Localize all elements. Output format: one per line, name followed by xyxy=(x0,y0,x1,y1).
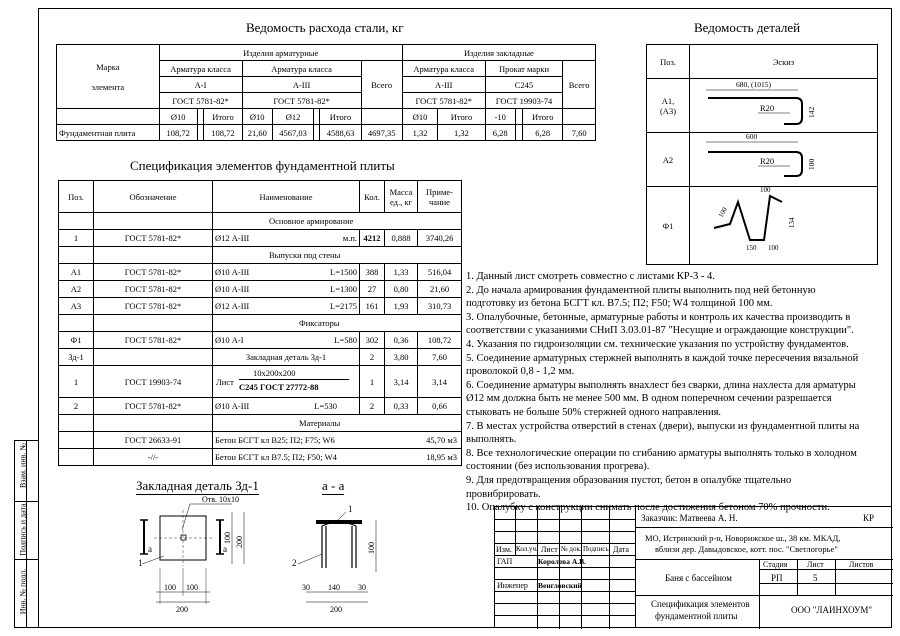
class-a1: А-I xyxy=(159,77,242,93)
cell-mass: 0,33 xyxy=(385,398,418,415)
h-pos: Поз. xyxy=(59,181,94,213)
dia: Ø10 xyxy=(402,109,438,125)
cell-value: 108,72 xyxy=(204,125,242,141)
aa-title: а - а xyxy=(322,478,345,493)
blank-cell xyxy=(94,315,213,332)
cell-des: ГОСТ 5781-82* xyxy=(94,332,213,349)
h-pos: Поз. xyxy=(647,45,690,79)
blank-cell xyxy=(94,415,213,432)
dim-200v: 200 xyxy=(235,536,244,548)
table-row xyxy=(59,349,462,366)
cell-name: Бетон БСГТ кл В7.5; П2; F50; W4 18,95 м3 xyxy=(213,449,462,466)
stamp-sheet-name2: фундаментной плиты xyxy=(655,611,738,621)
side-label-sign: Подпись и дата xyxy=(18,503,28,556)
note-line: соответствии с указаниями СНиП 3.03.01-87 "Несущие и ограждающие конструкции". xyxy=(466,325,854,337)
a1-length: 680, (1015) xyxy=(736,80,771,89)
cell-des: ГОСТ 5781-82* xyxy=(94,230,213,247)
itogo: Итого xyxy=(523,109,563,125)
stamp-eng: Инженер xyxy=(497,581,528,590)
blank-cell xyxy=(57,109,160,125)
gost: ГОСТ 5781-82* xyxy=(159,93,242,109)
cell-note: 3740,26 xyxy=(418,230,462,247)
cell-value: 4588,63 xyxy=(320,125,361,141)
table-row xyxy=(59,281,462,298)
pos-a1: А1, (А3) xyxy=(647,79,690,133)
note-line: 5. Соединение арматурных стержней выполнять в каждой точке пересечения вязальной xyxy=(466,352,859,364)
cell-qty: 161 xyxy=(360,298,385,315)
callout-1b: 1 xyxy=(348,504,353,514)
dim-100a: 100 xyxy=(164,583,176,592)
a2-length: 600 xyxy=(746,132,758,141)
table-row xyxy=(59,398,462,415)
cell-qty: 388 xyxy=(360,264,385,281)
section-mark-a: а xyxy=(148,544,152,554)
callout-2: 2 xyxy=(292,558,297,568)
cell-value: 1,32 xyxy=(402,125,438,141)
cell-name: Бетон БСГТ кл В25; П2; F75; W6 45,70 м3 xyxy=(213,432,462,449)
side-strip xyxy=(14,440,38,628)
rolled-class: Прокат марки xyxy=(485,61,563,77)
note-line: провибрировать. xyxy=(466,488,541,500)
dim-100c: 100 xyxy=(367,542,376,554)
stamp-h-doc: № док. xyxy=(561,545,582,553)
section-materials: Материалы xyxy=(213,415,462,432)
h-note: Приме-чание xyxy=(418,181,462,213)
side-label-replace: Взам. инв. № xyxy=(18,442,28,489)
stamp-stage: РП xyxy=(771,573,783,583)
blank-cell xyxy=(59,449,94,466)
cell-name: Ø10 А-III L=1500 xyxy=(213,264,360,281)
table-row xyxy=(57,125,596,141)
itogo: Итого xyxy=(204,109,242,125)
dim-100v: 100 xyxy=(223,532,232,544)
stamp-h-izm: Изм. xyxy=(496,545,512,554)
cell-qty: 1 xyxy=(360,366,385,398)
stamp-object: Баня с бассейном xyxy=(665,573,732,583)
f1-c: 100 xyxy=(768,244,779,252)
cell-name: Ø12 А-III L=2175 xyxy=(213,298,360,315)
note-line: 3. Опалубочные, бетонные, арматурные работы и контроль их качества производить в xyxy=(466,311,851,323)
note-line: состоянии (без использования прогрева). xyxy=(466,461,650,473)
cell-mass: 1,93 xyxy=(385,298,418,315)
stamp-sheet-name1: Спецификация элементов xyxy=(651,599,750,609)
dia: Ø10 xyxy=(159,109,197,125)
cell-name: Ø10 А-I L=580 xyxy=(213,332,360,349)
cell-name: Закладная деталь Зд-1 xyxy=(213,349,360,366)
cell-name: Лист 10x200x200 С245 ГОСТ 27772-88 xyxy=(213,366,360,398)
h-name: Наименование xyxy=(213,181,360,213)
blank-cell xyxy=(515,125,523,141)
cell-name: Ø12 А-III м.п. xyxy=(213,230,360,247)
stamp-customer: Заказчик: Матвеева А. Н. xyxy=(641,513,738,523)
row-name: Фундаментная плита xyxy=(57,125,160,141)
note-line: стыковать не больше 50% стержней одного направления. xyxy=(466,406,722,418)
steel-table xyxy=(56,44,596,141)
hole-label: Отв. 10x10 xyxy=(202,495,240,504)
cell-des: ГОСТ 5781-82* xyxy=(94,398,213,415)
cell-value: 7,60 xyxy=(563,125,596,141)
arm-class: Арматура класса xyxy=(159,61,242,77)
h-designation: Обозначение xyxy=(94,181,213,213)
table-row xyxy=(59,432,462,449)
cell-des: ГОСТ 26633-91 xyxy=(94,432,213,449)
table-row xyxy=(59,332,462,349)
dim-100b: 100 xyxy=(186,583,198,592)
h-qty: Кол. xyxy=(360,181,385,213)
note-line: 6. Соединение арматуры выполнять внахлест без сварки, длина нахлеста для арматуры xyxy=(466,379,856,391)
cell-value: 6,28 xyxy=(485,125,515,141)
dia: Ø12 xyxy=(272,109,313,125)
cell-qty: 302 xyxy=(360,332,385,349)
stamp-h-list: Лист xyxy=(541,545,558,554)
cell-value: 6,28 xyxy=(523,125,563,141)
cell-qty: 27 xyxy=(360,281,385,298)
cell-des: ГОСТ 5781-82* xyxy=(94,298,213,315)
details-title: Ведомость деталей xyxy=(694,20,801,35)
stamp-gap-name: Королева А.В. xyxy=(538,557,587,566)
gost: ГОСТ 5781-82* xyxy=(402,93,485,109)
note-line: 2. До начала армирования фундаментной плиты выполнить под ней бетонную xyxy=(466,284,816,296)
cell-mass: 0,888 xyxy=(385,230,418,247)
total-header: Всего xyxy=(361,61,402,109)
cell-pos: А3 xyxy=(59,298,94,315)
h-mass: Масса ед., кг xyxy=(385,181,418,213)
cell-value: 108,72 xyxy=(159,125,197,141)
dia: Ø10 xyxy=(242,109,272,125)
table-row xyxy=(59,449,462,466)
section-fixators: Фиксаторы xyxy=(213,315,462,332)
note-line: Ø12 мм должна быть не менее 500 мм. В одном поперечном сечении разрешается xyxy=(466,393,832,405)
cell-value: 1,32 xyxy=(438,125,485,141)
h-sketch: Эскиз xyxy=(690,45,878,79)
blank-cell xyxy=(563,109,596,125)
table-row xyxy=(59,366,462,398)
cell-note: 516,04 xyxy=(418,264,462,281)
note-line: подготовку из бетона БСГТ кл. В7.5; П2; F50; W4 толщиной 100 мм. xyxy=(466,298,773,310)
note-line: 7. В местах устройства отверстий в стенах (двери), выпуски из фундаментной плиты на xyxy=(466,420,860,432)
cell-qty: 4212 xyxy=(360,230,385,247)
note-line: выполнять. xyxy=(466,434,517,446)
cell-mass: 1,33 xyxy=(385,264,418,281)
pos-a2: А2 xyxy=(647,133,690,187)
blank-cell xyxy=(361,109,402,125)
cell-note: 21,60 xyxy=(418,281,462,298)
f1-b: 150 xyxy=(746,244,757,252)
stamp-list: 5 xyxy=(813,573,818,583)
stamp-code: КР xyxy=(863,513,875,523)
note-line: 10. Опалубку с конструкции снимать после достижения бетоном 70% прочности. xyxy=(466,502,830,514)
table-row xyxy=(59,264,462,281)
f1-a: 100 xyxy=(716,205,729,219)
blank-cell xyxy=(94,213,213,230)
class-c245: С245 xyxy=(485,77,563,93)
blank-cell xyxy=(59,432,94,449)
arm-class: Арматура класса xyxy=(402,61,485,77)
cell-value: 4567,03 xyxy=(272,125,313,141)
mark-header: Марка элемента xyxy=(57,45,160,109)
a1-height: 142 xyxy=(807,106,816,118)
spec-title: Спецификация элементов фундаментной плиты xyxy=(130,158,395,173)
cell-mass: 3,80 xyxy=(385,349,418,366)
dim-30b: 30 xyxy=(358,583,366,592)
dim-140: 140 xyxy=(328,583,340,592)
cell-mass: 0,80 xyxy=(385,281,418,298)
notes-list xyxy=(466,270,886,515)
cell-value: 21,60 xyxy=(242,125,272,141)
gost: ГОСТ 19903-74 xyxy=(485,93,563,109)
cell-pos: А2 xyxy=(59,281,94,298)
cell-pos: 1 xyxy=(59,230,94,247)
cell-qty: 2 xyxy=(360,398,385,415)
side-label-inv: Инв. № подл. xyxy=(18,568,28,615)
callout-1: 1 xyxy=(138,558,143,568)
total-header: Всего xyxy=(563,61,596,109)
dim-200b: 200 xyxy=(330,605,342,614)
cell-note: 108,72 xyxy=(418,332,462,349)
cell-name: Ø10 А-III L=1300 xyxy=(213,281,360,298)
note-line: проволокой 0,8 - 1,2 мм. xyxy=(466,366,575,378)
f1-top: 100 xyxy=(760,186,771,194)
group-embed: Изделия закладные xyxy=(402,45,595,61)
steel-table-title: Ведомость расхода стали, кг xyxy=(246,20,404,35)
section-outlets: Выпуски под стены xyxy=(213,247,462,264)
cell-qty: 2 xyxy=(360,349,385,366)
note-line: 9. Для предотвращения образования пустот, бетон в опалубке тщательно xyxy=(466,474,792,486)
table-row xyxy=(59,298,462,315)
cell-des: ГОСТ 5781-82* xyxy=(94,281,213,298)
stamp-h-sign: Подпись xyxy=(583,545,609,553)
cell-pos: Ф1 xyxy=(59,332,94,349)
cell-note: 310,73 xyxy=(418,298,462,315)
cell-mass: 0,36 xyxy=(385,332,418,349)
section-mark-a2: а xyxy=(223,544,227,554)
stamp-h-date: Дата xyxy=(613,545,629,554)
stamp-h-kol: Кол.уч. xyxy=(516,545,538,553)
stamp-gap: ГАП xyxy=(497,557,513,566)
dia: -10 xyxy=(485,109,515,125)
stamp-eng-name: Венгловский xyxy=(538,581,582,590)
cell-value: 4697,35 xyxy=(361,125,402,141)
blank-cell xyxy=(515,109,523,125)
stamp-company: ООО "ЛАИНХОУМ" xyxy=(791,605,873,615)
cell-note: 3,14 xyxy=(418,366,462,398)
itogo: Итого xyxy=(438,109,485,125)
pos-f1: Ф1 xyxy=(647,187,690,265)
cell-pos: 2 xyxy=(59,398,94,415)
blank-cell xyxy=(197,109,204,125)
cell-note: 7,60 xyxy=(418,349,462,366)
cell-pos: Зд-1 xyxy=(59,349,94,366)
cell-des: -//- xyxy=(94,449,213,466)
title-block xyxy=(494,506,892,628)
class-a3: А-III xyxy=(242,77,361,93)
cell-note: 0,66 xyxy=(418,398,462,415)
blank-cell xyxy=(59,415,94,432)
stamp-address1: МО, Истринский р-н, Новорижское ш., 38 км. МКАД, xyxy=(645,533,841,543)
a2-height: 100 xyxy=(807,158,816,170)
stamp-address2: вблизи дер. Давыдовское, котт. пос. "Светлогорье" xyxy=(655,544,838,554)
details-sketches xyxy=(686,78,878,268)
stamp-stage-h: Стадия xyxy=(763,560,788,569)
gost: ГОСТ 5781-82* xyxy=(242,93,361,109)
blank-cell xyxy=(59,247,94,264)
stamp-list-h: Лист xyxy=(807,560,824,569)
f1-h: 134 xyxy=(788,217,796,228)
zd-title: Закладная деталь Зд-1 xyxy=(136,478,259,493)
cell-pos: 1 xyxy=(59,366,94,398)
dim-30a: 30 xyxy=(302,583,310,592)
stamp-lists-h: Листов xyxy=(849,560,874,569)
class-a3: А-III xyxy=(402,77,485,93)
arm-class: Арматура класса xyxy=(242,61,361,77)
group-reinf: Изделия арматурные xyxy=(159,45,402,61)
note-line: 8. Все технологические операции по сгибанию арматуры выполнять только в холодном xyxy=(466,447,857,459)
dim-200: 200 xyxy=(176,605,188,614)
note-line: 4. Указания по гидроизоляции см. технические указания по устройству фундаментов. xyxy=(466,338,849,350)
blank-cell xyxy=(59,213,94,230)
blank-cell xyxy=(59,315,94,332)
blank-cell xyxy=(94,247,213,264)
itogo: Итого xyxy=(320,109,361,125)
cell-pos: А1 xyxy=(59,264,94,281)
embedded-detail-drawing xyxy=(120,492,460,620)
cell-mass: 3,14 xyxy=(385,366,418,398)
blank-cell xyxy=(197,125,204,141)
spec-table xyxy=(58,180,462,466)
cell-des: ГОСТ 5781-82* xyxy=(94,264,213,281)
table-row xyxy=(59,230,462,247)
cell-name: Ø10 А-III L=530 xyxy=(213,398,360,415)
blank-cell xyxy=(94,349,213,366)
cell-des: ГОСТ 19903-74 xyxy=(94,366,213,398)
note-line: 1. Данный лист смотреть совместно с листами КР-3 - 4. xyxy=(466,271,715,282)
a1-radius: R20 xyxy=(760,103,775,113)
section-main: Основное армирование xyxy=(213,213,462,230)
a2-radius: R20 xyxy=(760,156,775,166)
